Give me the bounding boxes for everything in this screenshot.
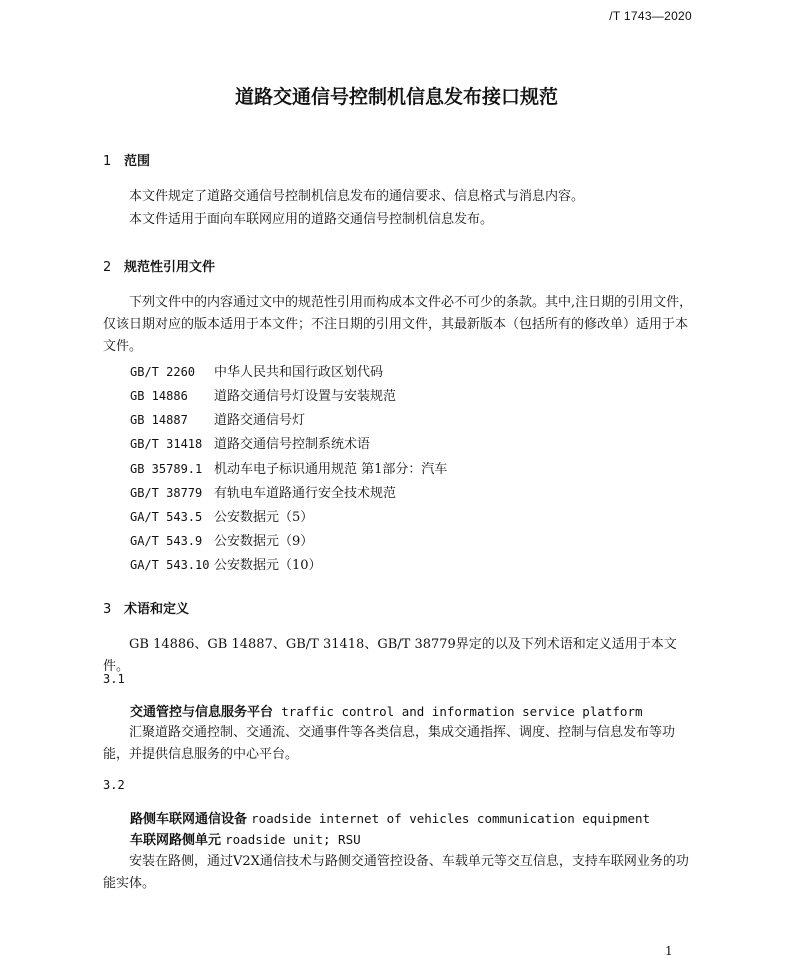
term-definition: 安装在路侧，通过V2X通信技术与路侧交通管控设备、车载单元等交互信息，支持车联网业务的功能实体。 — [103, 854, 689, 891]
term-english: traffic control and information service platform — [281, 704, 643, 719]
section-2-heading — [103, 256, 215, 275]
term-definition: 汇聚道路交通控制、交通流、交通事件等各类信息，集成交通指挥、调度、控制与信息发布等功能，并提供信息服务的中心平台。 — [103, 725, 676, 762]
reference-title: 有轨电车道路通行安全技术规范 — [214, 486, 397, 501]
reference-code: GA/T 543.9 — [130, 534, 203, 548]
term-alternate — [130, 829, 361, 848]
reference-code: GB/T 31418 — [130, 437, 203, 451]
standard-code-header: /T 1743—2020 — [609, 9, 692, 23]
reference-item — [130, 530, 313, 549]
page-number: 1 — [665, 944, 673, 958]
reference-title: 公安数据元（10） — [214, 558, 322, 573]
reference-item — [130, 433, 370, 452]
references-intro: 下列文件中的内容通过文中的规范性引用而构成本文件必不可少的条款。其中,注日期的引用文件，仅该日期对应的版本适用于本文件；不注日期的引用文件，其最新版本（包括所有的修改单）适用于本文件。 — [103, 295, 693, 354]
section-1-heading — [103, 150, 150, 169]
term-chinese: 交通管控与信息服务平台 — [130, 705, 274, 720]
reference-title: 机动车电子标识通用规范 第1部分：汽车 — [214, 462, 448, 477]
document-title: 道路交通信号控制机信息发布接口规范 — [234, 86, 558, 108]
section-label: 范围 — [124, 154, 151, 169]
reference-item — [130, 554, 322, 573]
section-number: 1 — [103, 154, 112, 169]
section-3-heading — [103, 598, 189, 617]
reference-title: 公安数据元（5） — [214, 510, 314, 525]
reference-title: 中华人民共和国行政区划代码 — [214, 365, 384, 380]
reference-code: GB 14887 — [130, 413, 188, 427]
section-label: 规范性引用文件 — [124, 260, 216, 275]
reference-title: 道路交通信号灯设置与安装规范 — [214, 389, 397, 404]
reference-item — [130, 409, 305, 428]
reference-title: 道路交通信号灯 — [214, 413, 306, 428]
scope-paragraph-2: 本文件适用于面向车联网应用的道路交通信号控制机信息发布。 — [129, 212, 494, 227]
term-entry — [130, 701, 643, 720]
term-alternate-english: roadside unit; RSU — [225, 832, 361, 847]
section-number: 2 — [103, 260, 112, 275]
reference-item — [130, 506, 313, 525]
subclause-number: 3.1 — [103, 672, 125, 686]
term-chinese: 路侧车联网通信设备 — [130, 812, 248, 827]
term-entry — [130, 808, 650, 827]
reference-title: 公安数据元（9） — [214, 534, 314, 549]
terms-intro: GB 14886、GB 14887、GB/T 31418、GB/T 38779界定的以及下列术语和定义适用于本文件。 — [103, 637, 677, 674]
section-number: 3 — [103, 602, 112, 617]
reference-code: GB/T 2260 — [130, 365, 196, 379]
subclause-number: 3.2 — [103, 778, 125, 792]
reference-code: GA/T 543.10 — [130, 558, 210, 572]
reference-item — [130, 385, 396, 404]
section-label: 术语和定义 — [124, 602, 190, 617]
term-english: roadside internet of vehicles communication equipment — [251, 811, 651, 826]
reference-item — [130, 361, 383, 380]
reference-code: GB 35789.1 — [130, 462, 203, 476]
scope-paragraph-1: 本文件规定了道路交通信号控制机信息发布的通信要求、信息格式与消息内容。 — [129, 189, 585, 204]
reference-title: 道路交通信号控制系统术语 — [214, 437, 371, 452]
term-alternate-chinese: 车联网路侧单元 — [130, 833, 222, 848]
reference-code: GB/T 38779 — [130, 486, 203, 500]
reference-item — [130, 482, 396, 501]
reference-code: GB 14886 — [130, 389, 188, 403]
reference-code: GA/T 543.5 — [130, 510, 203, 524]
reference-item — [130, 458, 447, 477]
